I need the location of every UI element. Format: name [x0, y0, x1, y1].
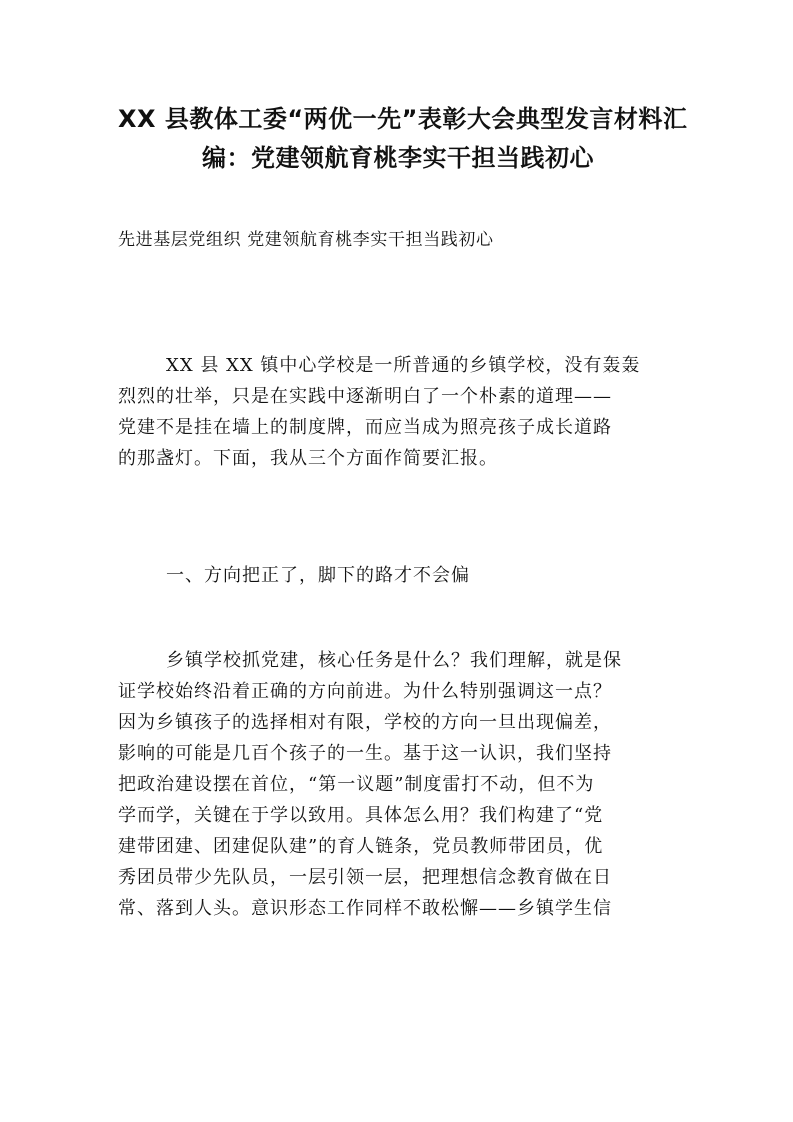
paragraph-line: XX 县 XX 镇中心学校是一所普通的乡镇学校，没有轰轰 [166, 355, 641, 376]
paragraph-line: 乡镇学校抓党建，核心任务是什么？我们理解，就是保 [166, 650, 622, 671]
title-line-2: 编：党建领航育桃李实干担当践初心 [202, 144, 594, 172]
paragraph-line: 证学校始终沿着正确的方向前进。为什么特别强调这一点？ [118, 681, 612, 702]
paragraph-line: 党建不是挂在墙上的制度牌，而应当成为照亮孩子成长道路 [118, 417, 612, 438]
paragraph-line: 常、落到人头。意识形态工作同样不敢松懈——乡镇学生信 [118, 898, 612, 919]
paragraph-line: 学而学，关键在于学以致用。具体怎么用？我们构建了“党 [118, 805, 604, 826]
paragraph-line: 影响的可能是几百个孩子的一生。基于这一认识，我们坚持 [118, 743, 612, 764]
paragraph-line: 烈烈的壮举，只是在实践中逐渐明白了一个朴素的道理—— [118, 386, 612, 407]
title-line-1: XX 县教体工委“两优一先”表彰大会典型发言材料汇 [118, 105, 688, 133]
document-subtitle: 先进基层党组织 党建领航育桃李实干担当践初心 [118, 230, 494, 250]
section-heading-text: 一、方向把正了，脚下的路才不会偏 [166, 565, 470, 586]
document-title [118, 100, 688, 178]
paragraph-line: 把政治建设摆在首位，“第一议题”制度雷打不动，但不为 [118, 774, 595, 795]
paragraph-line: 的那盏灯。下面，我从三个方面作简要汇报。 [118, 448, 498, 469]
section-paragraph [118, 645, 678, 924]
paragraph-line: 建带团建、团建促队建”的育人链条，党员教师带团员，优 [118, 836, 604, 857]
intro-paragraph [118, 350, 678, 474]
paragraph-line: 秀团员带少先队员，一层引领一层，把理想信念教育做在日 [118, 867, 612, 888]
paragraph-line: 因为乡镇孩子的选择相对有限，学校的方向一旦出现偏差， [118, 712, 612, 733]
section-heading [118, 560, 678, 591]
